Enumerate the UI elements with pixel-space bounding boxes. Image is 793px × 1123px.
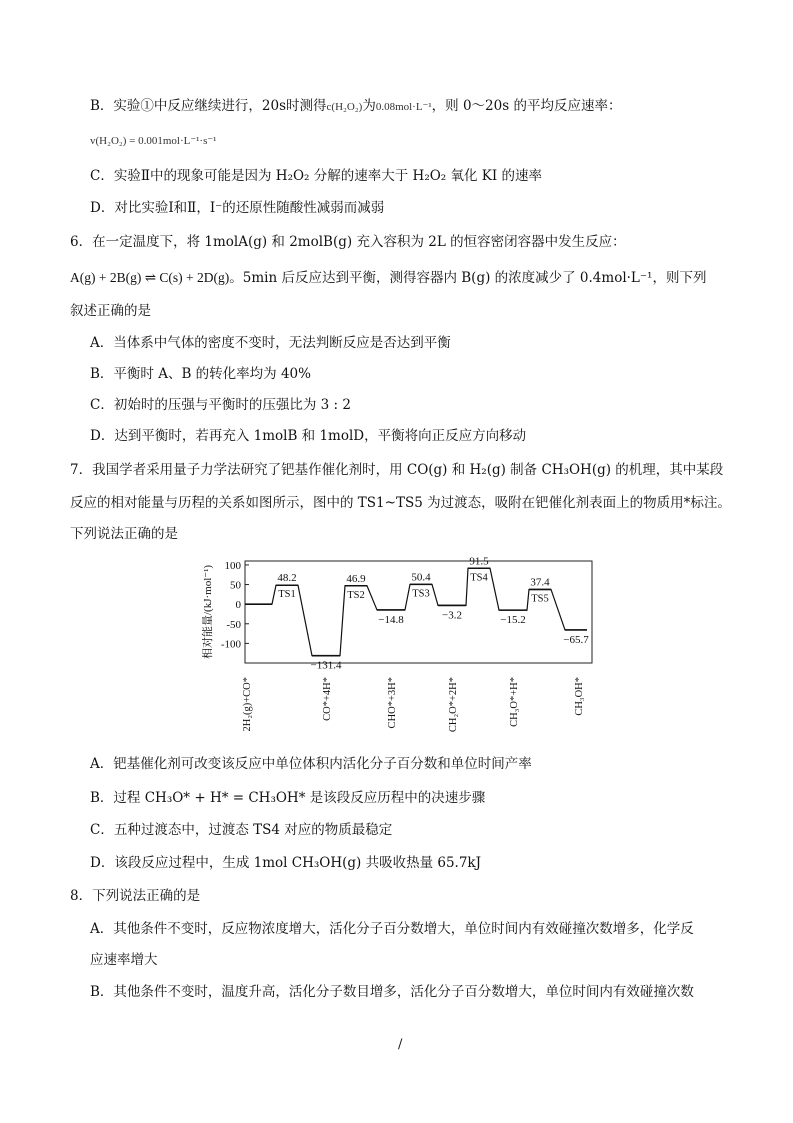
ts-name-label: TS1	[278, 589, 296, 601]
q5-option-c: C．实验Ⅱ中的现象可能是因为 H₂O₂ 分解的速率大于 H₂O₂ 氧化 KI 的速率	[90, 168, 542, 184]
q7-option-a: A．钯基催化剂可改变该反应中单位体积内活化分子百分数和单位时间产率	[90, 756, 532, 772]
ts-name-label: TS2	[347, 589, 365, 601]
q6-option-d: D．达到平衡时，若再充入 1molB 和 1molD，平衡将向正反应方向移动	[90, 428, 527, 444]
q7-stem-line1: 7．我国学者采用量子力学法研究了钯基作催化剂时，用 CO(g) 和 H₂(g) 制备 CH₃OH(g) 的机理，其中某段	[70, 462, 724, 478]
q6-equation: A(g) + 2B(g) ⇌ C(s) + 2D(g)	[70, 270, 230, 285]
q7-option-b: B．过程 CH₃O* + H* = CH₃OH* 是该段反应历程中的决速步骤	[90, 790, 486, 806]
ts-name-label: TS5	[531, 593, 549, 605]
y-tick-label: -50	[226, 618, 241, 631]
ts-energy-label: 37.4	[530, 576, 550, 589]
q7-option-d: D．该段反应过程中，生成 1mol CH₃OH(g) 共吸收热量 65.7kJ	[90, 855, 482, 871]
q7-stem-line3: 下列说法正确的是	[70, 526, 178, 542]
q6-stem-line1: 6．在一定温度下，将 1molA(g) 和 2molB(g) 充入容积为 2L 的恒容密闭容器中发生反应：	[70, 234, 626, 250]
intermediate-energy-label: −14.8	[378, 613, 404, 626]
species-label: CO*+4H*	[322, 677, 333, 721]
q8-option-a-line2: 应速率增大	[90, 952, 158, 968]
species-label: 2H₂(g)+CO*	[242, 677, 253, 732]
q6-option-a: A．当体系中气体的密度不变时，无法判断反应是否达到平衡	[90, 335, 451, 351]
q7-option-c: C．五种过渡态中，过渡态 TS4 对应的物质最稳定	[90, 822, 393, 838]
q6-option-c: C．初始时的压强与平衡时的压强比为 3 : 2	[90, 397, 351, 413]
ts-energy-label: 46.9	[346, 572, 366, 585]
q5-b-suffix: ，则 0～20s 的平均反应速率：	[431, 98, 622, 114]
species-label: CH₃O*+H*	[509, 677, 520, 727]
intermediate-energy-label: −15.2	[500, 614, 526, 627]
q5-b-c-expr: c(H₂O₂)	[326, 101, 363, 113]
y-tick-label: 100	[224, 559, 241, 572]
q6-stem-line3: 叙述正确的是	[70, 303, 151, 319]
q6-stem-line2-rest: 。5min 后反应达到平衡，测得容器内 B(g) 的浓度减少了 0.4mol·L⁻¹，则下列	[229, 270, 707, 286]
q5-b-conc: 0.08mol·L⁻¹	[375, 101, 432, 113]
q6-option-b: B．平衡时 A、B 的转化率均为 40%	[90, 366, 311, 382]
q5-option-b	[90, 96, 621, 117]
ts-energy-label: 91.5	[469, 555, 489, 568]
y-tick-label: -100	[220, 638, 241, 651]
q6-stem-line2	[70, 268, 706, 288]
ts-energy-label: 48.2	[277, 572, 297, 585]
q5-b-rate: v(H₂O₂) = 0.001mol·L⁻¹·s⁻¹	[90, 135, 217, 147]
y-tick-label: 0	[235, 599, 241, 612]
q5-b-prefix: B．实验①中反应继续进行，20s时测得	[90, 98, 327, 114]
ts-energy-label: 50.4	[411, 571, 431, 584]
energy-profile-chart	[195, 553, 595, 738]
q5-option-d: D．对比实验Ⅰ和Ⅱ，Ⅰ⁻的还原性随酸性减弱而减弱	[90, 200, 385, 216]
q8-option-b-line1: B．其他条件不变时，温度升高，活化分子数目增多，活化分子百分数增大，单位时间内有效碰撞次数	[90, 984, 694, 1000]
species-label: CH₂O*+2H*	[448, 677, 459, 733]
intermediate-energy-label: −131.4	[310, 659, 342, 672]
q5-b-mid: 为	[362, 98, 376, 114]
q8-stem: 8．下列说法正确的是	[70, 888, 201, 904]
intermediate-energy-label: −65.7	[563, 633, 589, 646]
ts-name-label: TS3	[412, 588, 430, 600]
page-number: /	[398, 1037, 403, 1052]
y-axis-label: 相对能量/(kJ·mol⁻¹)	[202, 564, 214, 660]
species-label: CH₃OH*	[574, 677, 585, 716]
intermediate-energy-label: −3.2	[442, 609, 462, 622]
q8-option-a-line1: A．其他条件不变时，反应物浓度增大，活化分子百分数增大，单位时间内有效碰撞次数增多，化学反	[90, 921, 694, 937]
q7-stem-line2: 反应的相对能量与历程的关系如图所示，图中的 TS1~TS5 为过渡态，吸附在钯催化剂表面上的物质用*标注。	[70, 495, 731, 511]
y-tick-label: 50	[230, 579, 241, 592]
ts-name-label: TS4	[470, 572, 488, 584]
species-label: CHO*+3H*	[387, 677, 398, 729]
